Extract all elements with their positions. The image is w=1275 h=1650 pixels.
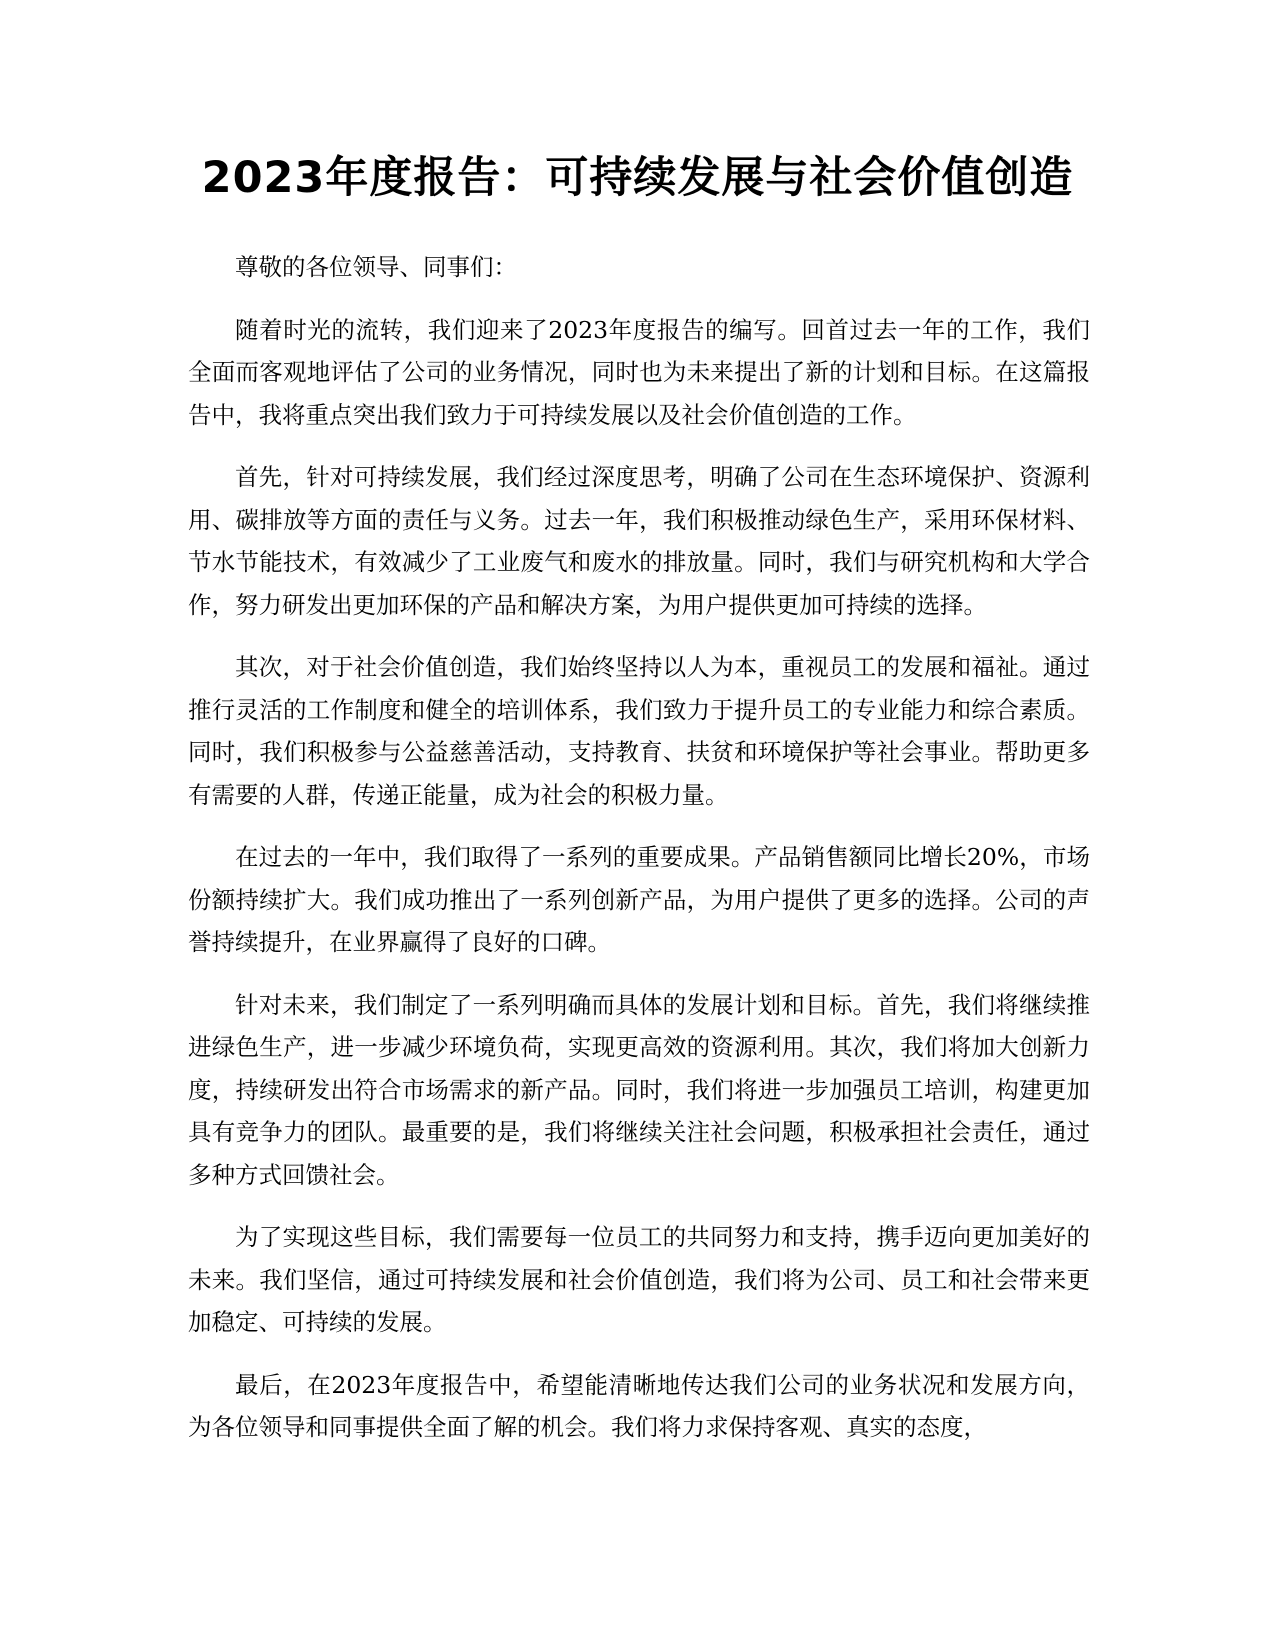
goals-paragraph: 为了实现这些目标，我们需要每一位员工的共同努力和支持，携手迈向更加美好的未来。我们坚信，通过可持续发展和社会价值创造，我们将为公司、员工和社会带来更加稳定、可持续的发展。 (188, 1223, 1090, 1336)
closing-paragraph: 最后，在2023年度报告中，希望能清晰地传达我们公司的业务状况和发展方向，为各位领导和同事提供全面了解的机会。我们将力求保持客观、真实的态度， (188, 1370, 1090, 1441)
document-body (188, 246, 1090, 1469)
document-title: 2023年度报告：可持续发展与社会价值创造 (201, 153, 1074, 203)
sustainability-paragraph: 首先，针对可持续发展，我们经过深度思考，明确了公司在生态环境保护、资源利用、碳排放等方面的责任与义务。过去一年，我们积极推动绿色生产，采用环保材料、节水节能技术，有效减少了工业废气和废水的排放量。同时，我们与研究机构和大学合作，努力研发出更加环保的产品和解决方案，为用户提供更加可持续的选择。 (188, 463, 1090, 619)
salutation-paragraph: 尊敬的各位领导、同事们： (235, 253, 517, 281)
social-value-paragraph: 其次，对于社会价值创造，我们始终坚持以人为本，重视员工的发展和福祉。通过推行灵活的工作制度和健全的培训体系，我们致力于提升员工的专业能力和综合素质。同时，我们积极参与公益慈善活动，支持教育、扶贫和环境保护等社会事业。帮助更多有需要的人群，传递正能量，成为社会的积极力量。 (188, 653, 1090, 809)
intro-paragraph: 随着时光的流转，我们迎来了2023年度报告的编写。回首过去一年的工作，我们全面而客观地评估了公司的业务情况，同时也为未来提出了新的计划和目标。在这篇报告中，我将重点突出我们致力于可持续发展以及社会价值创造的工作。 (188, 315, 1090, 429)
future-plans-paragraph: 针对未来，我们制定了一系列明确而具体的发展计划和目标。首先，我们将继续推进绿色生产，进一步减少环境负荷，实现更高效的资源利用。其次，我们将加大创新力度，持续研发出符合市场需求的新产品。同时，我们将进一步加强员工培训，构建更加具有竞争力的团队。最重要的是，我们将继续关注社会问题，积极承担社会责任，通过多种方式回馈社会。 (188, 990, 1090, 1189)
achievements-paragraph: 在过去的一年中，我们取得了一系列的重要成果。产品销售额同比增长20%，市场份额持续扩大。我们成功推出了一系列创新产品，为用户提供了更多的选择。公司的声誉持续提升，在业界赢得了良好的口碑。 (188, 843, 1090, 956)
